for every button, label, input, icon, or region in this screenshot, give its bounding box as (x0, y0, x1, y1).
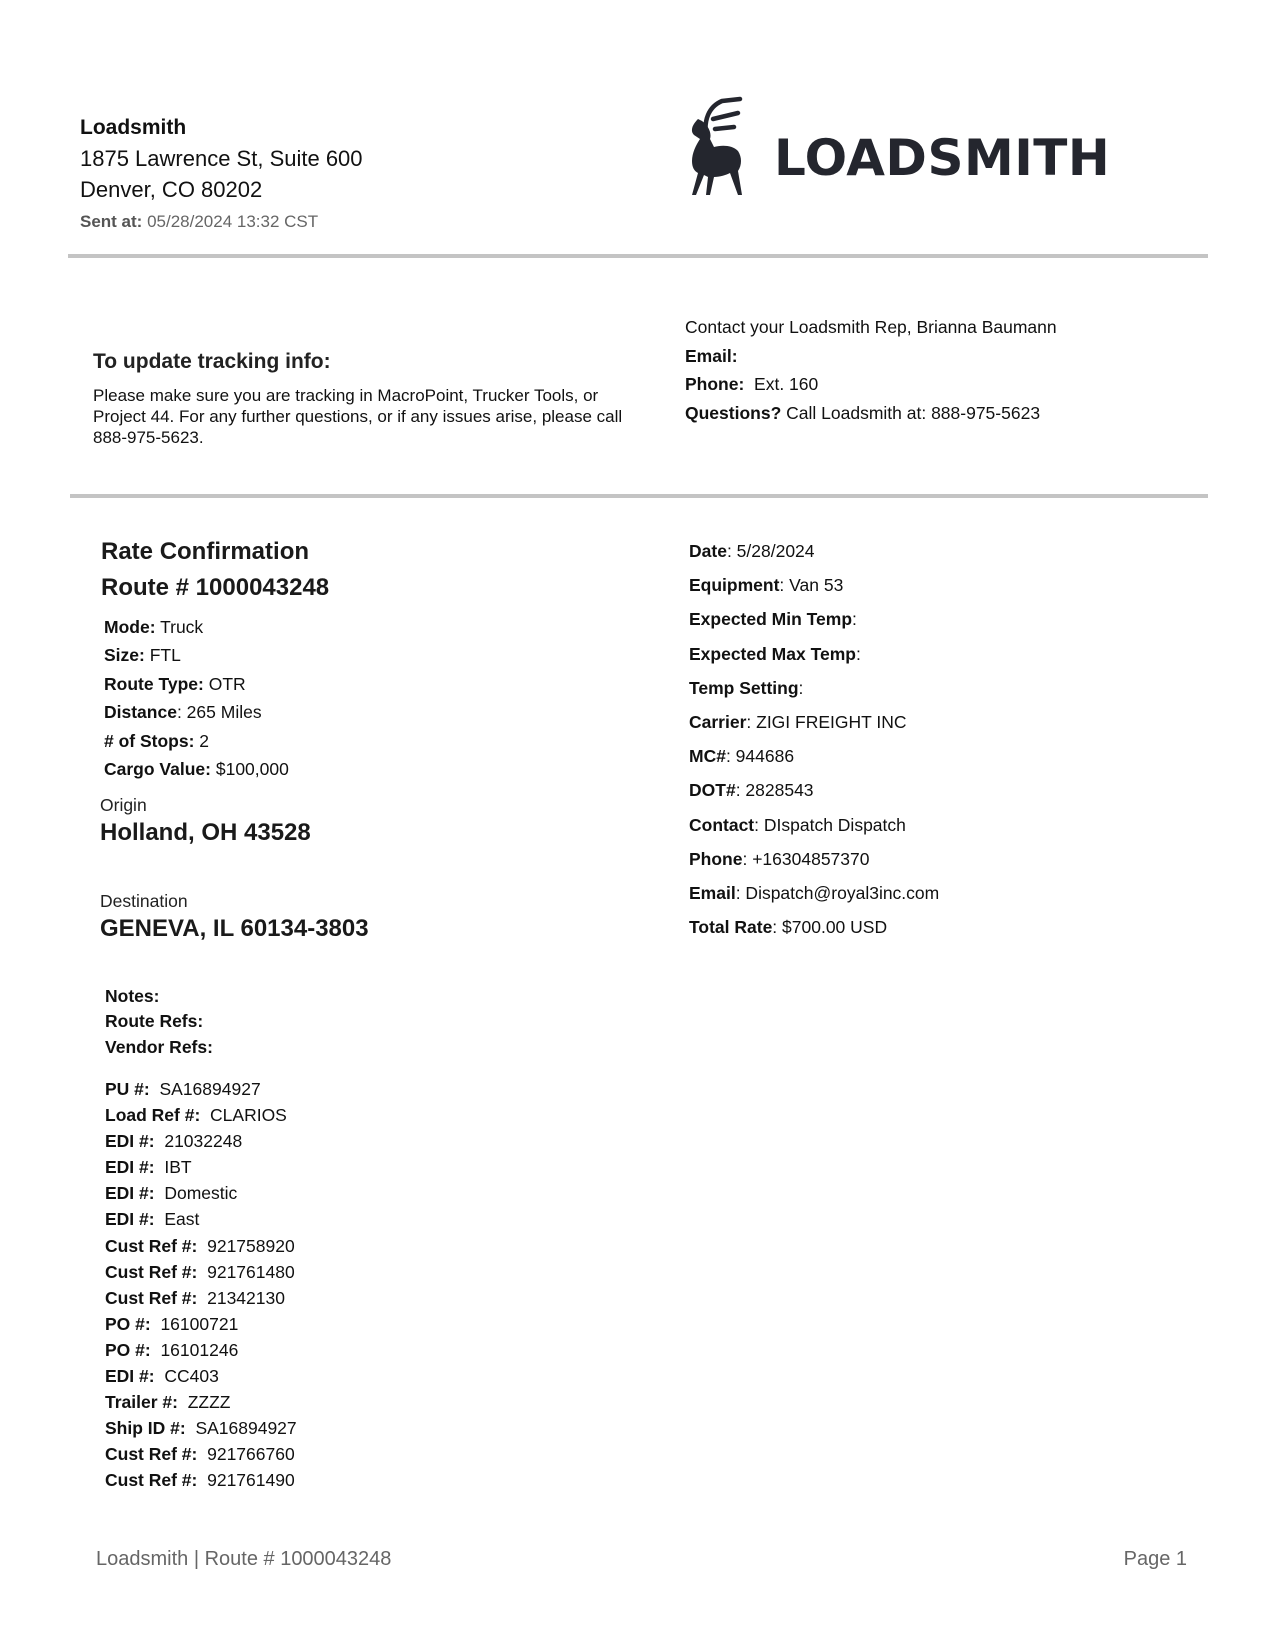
reference-value: 16101246 (160, 1339, 239, 1360)
detail-value: : (798, 677, 804, 698)
reference-label: PO #: (105, 1339, 151, 1360)
loadsmith-logo (682, 95, 1152, 205)
tracking-text: Please make sure you are tracking in MacroPoint, Trucker Tools, or Project 44. For any further questions, or if any issues arise, please call 888-975-5623. (93, 386, 623, 447)
notes-block (105, 984, 213, 1060)
detail-label: Phone (689, 848, 743, 869)
detail-value: : Dispatch@royal3inc.com (735, 883, 940, 904)
reference-row (105, 1206, 297, 1232)
company-address-line2: Denver, CO 80202 (80, 177, 263, 202)
detail-label: Temp Setting (689, 677, 799, 698)
detail-label: Expected Min Temp (689, 609, 853, 630)
reference-label: Load Ref #: (105, 1105, 201, 1126)
detail-row (689, 602, 939, 636)
detail-value: : $700.00 USD (772, 917, 888, 938)
route-refs-label: Route Refs: (105, 1011, 204, 1032)
reference-value: IBT (164, 1157, 192, 1178)
reference-row (105, 1389, 297, 1415)
reference-label: Cust Ref #: (105, 1470, 198, 1491)
detail-label: # of Stops: (104, 730, 195, 751)
detail-label: MC# (689, 746, 726, 767)
detail-value: : 5/28/2024 (726, 541, 815, 561)
detail-row (689, 808, 939, 842)
detail-label: Email (689, 883, 736, 904)
contact-questions-label: Questions? (685, 402, 782, 423)
detail-value: : 944686 (725, 746, 795, 767)
reference-value: 21032248 (164, 1131, 243, 1152)
reference-row (105, 1441, 297, 1467)
reference-row (105, 1180, 297, 1206)
reference-label: Cust Ref #: (105, 1287, 198, 1308)
detail-value: : 2828543 (735, 780, 814, 801)
contact-block (685, 313, 1057, 427)
detail-label: Total Rate (689, 917, 773, 938)
reference-row (105, 1311, 297, 1337)
reference-label: EDI #: (105, 1157, 155, 1178)
detail-label: Cargo Value: (104, 759, 211, 780)
detail-label: Equipment (689, 575, 780, 596)
reference-row (105, 1285, 297, 1311)
contact-questions (685, 399, 1057, 428)
reference-value: 921766760 (207, 1444, 295, 1465)
tracking-title: To update tracking info: (93, 350, 331, 373)
contact-intro: Contact your Loadsmith Rep, Brianna Baumann (685, 317, 1057, 337)
reference-value: 921758920 (207, 1235, 295, 1256)
origin-label: Origin (100, 795, 147, 815)
destination-value: GENEVA, IL 60134-3803 (100, 915, 369, 942)
detail-value: $100,000 (215, 759, 289, 780)
detail-row (689, 568, 939, 602)
footer-page-number: Page 1 (1123, 1548, 1187, 1570)
logo-wordmark: LOADSMITH (774, 129, 1111, 187)
sent-at-value: 05/28/2024 13:32 CST (147, 212, 319, 231)
divider-top (68, 254, 1208, 258)
detail-row (689, 876, 939, 910)
reference-value: 21342130 (207, 1287, 285, 1308)
reference-row (105, 1363, 297, 1389)
reference-value: SA16894927 (195, 1418, 297, 1439)
reference-value: ZZZZ (187, 1392, 231, 1413)
detail-row (104, 613, 289, 641)
detail-label: Expected Max Temp (689, 643, 856, 664)
contact-phone (685, 370, 1057, 399)
rate-confirmation-header (101, 534, 329, 606)
reference-value: 921761490 (207, 1470, 295, 1491)
detail-value: : +16304857370 (742, 848, 870, 869)
detail-row (104, 670, 289, 698)
detail-row (689, 739, 939, 773)
detail-label: Distance (104, 702, 177, 723)
detail-row (689, 705, 939, 739)
sent-at (80, 208, 363, 235)
detail-label: Contact (689, 814, 755, 835)
reference-value: SA16894927 (159, 1079, 261, 1099)
detail-row (104, 727, 289, 755)
detail-value: FTL (149, 645, 181, 666)
detail-value: : DIspatch Dispatch (754, 814, 906, 835)
sent-at-label: Sent at: (80, 212, 143, 231)
detail-label: DOT# (689, 780, 736, 801)
detail-label: Carrier (689, 712, 747, 733)
reference-row (105, 1259, 297, 1285)
reference-value: CLARIOS (210, 1105, 287, 1126)
contact-phone-value: Ext. 160 (754, 374, 819, 394)
detail-value: : ZIGI FREIGHT INC (746, 712, 907, 733)
reference-label: EDI #: (105, 1366, 155, 1387)
reference-label: PU #: (105, 1079, 150, 1099)
reference-value: Domestic (164, 1183, 238, 1204)
reference-value: 16100721 (160, 1313, 239, 1334)
reference-label: Cust Ref #: (105, 1235, 198, 1256)
detail-label: Date (689, 541, 727, 561)
detail-value: OTR (208, 673, 246, 694)
contact-email-label: Email: (685, 345, 738, 366)
reference-row (105, 1102, 297, 1128)
reference-row (105, 1415, 297, 1441)
detail-row (104, 755, 289, 783)
company-address-line1: 1875 Lawrence St, Suite 600 (80, 146, 363, 171)
destination-label: Destination (100, 891, 188, 911)
detail-value: : 265 Miles (176, 702, 262, 723)
detail-label: Size: (104, 645, 145, 666)
detail-row (104, 698, 289, 726)
reference-row (105, 1128, 297, 1154)
reference-label: PO #: (105, 1313, 151, 1334)
reference-value: East (164, 1209, 200, 1230)
detail-value: : (852, 609, 857, 630)
detail-row (689, 637, 939, 671)
detail-value: Truck (160, 617, 204, 637)
detail-row (689, 671, 939, 705)
contact-phone-label: Phone: (685, 374, 745, 394)
route-number: Route # 1000043248 (101, 574, 330, 601)
reference-label: Ship ID #: (105, 1418, 186, 1439)
rate-confirmation-title: Rate Confirmation (101, 538, 310, 565)
reference-label: Cust Ref #: (105, 1261, 198, 1282)
detail-row (689, 773, 939, 807)
contact-email (685, 342, 1057, 371)
tracking-info (93, 347, 633, 448)
company-block (80, 113, 363, 235)
reference-label: EDI #: (105, 1209, 155, 1230)
detail-label: Mode: (104, 617, 156, 637)
reference-label: Trailer #: (105, 1392, 178, 1413)
detail-row (689, 842, 939, 876)
reference-row (105, 1076, 297, 1102)
detail-value: : Van 53 (779, 575, 844, 596)
reference-label: EDI #: (105, 1183, 155, 1204)
detail-label: Route Type: (104, 673, 204, 694)
contact-questions-value: Call Loadsmith at: 888-975-5623 (786, 402, 1041, 423)
detail-row (689, 910, 939, 944)
reference-list (105, 1076, 297, 1494)
footer-route: Loadsmith | Route # 1000043248 (96, 1548, 392, 1570)
route-details (104, 613, 289, 783)
detail-row (689, 534, 939, 568)
divider-middle (70, 494, 1208, 498)
vendor-refs-label: Vendor Refs: (105, 1036, 213, 1057)
origin-value: Holland, OH 43528 (100, 819, 311, 846)
company-name: Loadsmith (80, 116, 187, 139)
reference-value: CC403 (164, 1366, 219, 1387)
deer-icon (682, 95, 754, 199)
reference-label: Cust Ref #: (105, 1444, 198, 1465)
reference-row (105, 1154, 297, 1180)
detail-row (104, 641, 289, 669)
notes-label: Notes: (105, 986, 160, 1006)
reference-row (105, 1467, 297, 1493)
detail-value: : (855, 643, 861, 664)
reference-row (105, 1233, 297, 1259)
reference-label: EDI #: (105, 1131, 155, 1152)
reference-row (105, 1337, 297, 1363)
carrier-details (689, 534, 939, 944)
reference-value: 921761480 (207, 1261, 295, 1282)
detail-value: 2 (199, 730, 210, 751)
